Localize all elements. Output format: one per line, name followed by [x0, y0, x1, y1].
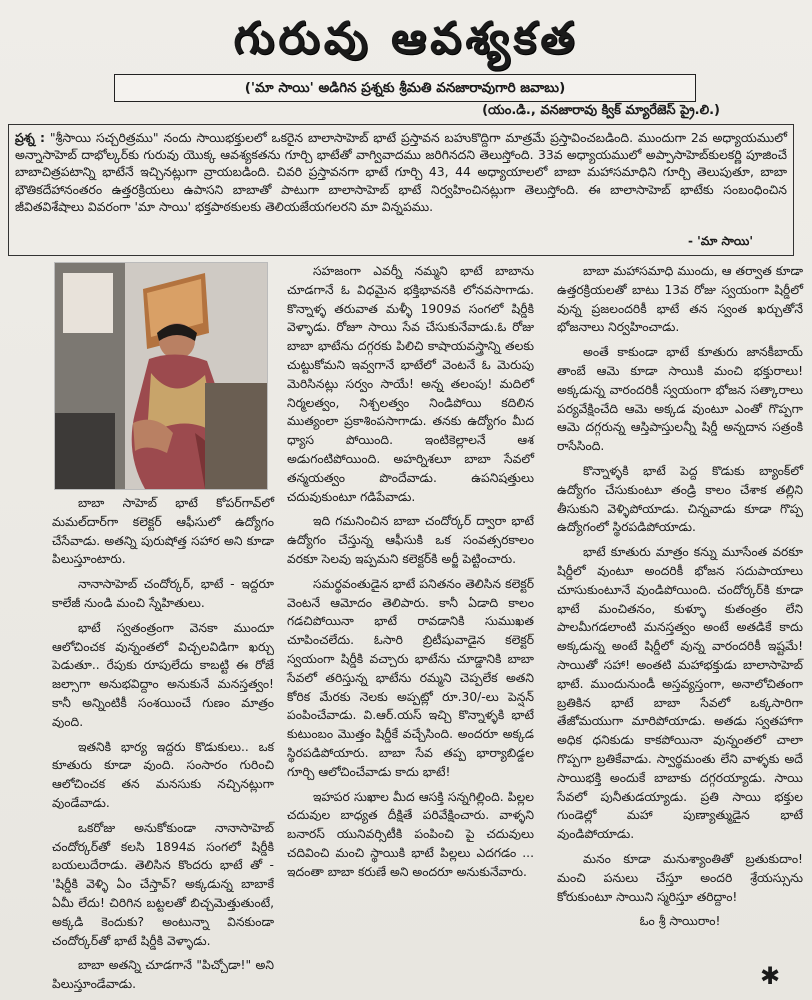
question-text: ప్రశ్న : "శ్రీసాయి సచ్చరిత్రము" నందు సాయిభక్తులలో ఒకరైన బాలాసాహెబ్ భాటే ప్రస్తావన బహుకొద్దిగా మాత్రమే ప్రస్తావించబడింది. ముందుగా 2వ అధ్యాయములో అన్నాసాహెబ్ దాభోల్కర్‌కు గురువు యొక్క ఆవశ్యకతను గూర్చి భాటేతో వాగ్వివాదము జరిగినదని తెలుస్తోంది. 33వ అధ్యాయములో అప్పాసాహెబ్‌కులకర్ణి పూజించే బాబాచిత్రపటాన్ని భాటేనే ఇచ్చినట్లుగా వ్రాయబడింది. చివరి ప్రస్తావనగా భాటే గూర్చి 43, 44 అధ్యాయాలలో బాబా మహాసమాధిని గూర్చి తెలుపుతూ, బాబా భౌతికదేహానంతరం ఉత్తరక్రియలు ఉపాసని బాబాతో పాటుగా బాలాసాహెబ్ భాటే నిర్వహించినట్లుగా తెలుస్తోంది. ఈ బాలాసాహెబ్ భాటేకు సంబంధించిన జీవితవిశేషాలు వివరంగా 'మా సాయి' భక్తపాఠకులకు తెలియజేయగలరని మా విన్నపము. [15, 130, 787, 214]
paragraph: కొన్నాళ్ళకి భాటే పెద్ద కొడుకు బ్యాంక్‌లో ఉద్యోగం చేసుకుంటూ తండ్రి కాలం చేశాక తల్లిని తీసుకుని వెళ్ళిపోయాడు. చిన్నవాడు కూడా గొప్ప ఉద్యోగంలో స్థిరపడిపోయాడు. [557, 463, 803, 535]
question-box [8, 124, 794, 256]
paragraph: ఇది గమనించిన బాబా చందోర్కర్ ద్వారా భాటే ఉద్యోగం చేస్తున్న ఆఫీసుకి ఒక సంవత్సరకాలం వరకూ సెలవు ఇప్పమని కలెక్టర్‌కి అర్జీ పెట్టించారు. [287, 514, 534, 566]
question-label: ప్రశ్న : [15, 130, 45, 145]
paragraph: నానాసాహెబ్ చందోర్కర్, భాటే - ఇద్దరూ కాలేజీ నుండి మంచి స్నేహితులు. [52, 577, 274, 610]
portrait-illustration [55, 263, 267, 489]
paragraph: భాటే కూతురు మాత్రం కన్ను మూసేంత వరకూ షిర్డీలో వుంటూ అందరికీ భోజన సదుపాయాలు చూసుకుంటూనే వుండిపోయింది. చందోర్కర్‌కి కూడా భాటే మంచితనం, కుళ్ళూ కుతంత్రం లేని పాలమీగడలాంటి మనస్తత్వం అంటే అతడికే కాదు అక్కడున్న అంటే షిర్డీలో వున్న వారందరికీ ఇష్టమే! సాయితో సహా! అంతటి మహాభక్తుడు బాలాసాహెబ్ భాటే. ముందునుండీ అస్తవ్యస్తంగా, అనాలోచితంగా బ్రతికిన భాటే బాబా సేవలో ఒక్కసారిగా తేజోమయుగా మారిపోయాడు. అతడు స్వతహాగా అధిక ధనికుడు కాకపోయినా వున్నంతలో చాలా గొప్పగా బ్రతికేవాడు. స్వార్థమంతు లేని వాళ్ళకు అదే సాయిభక్తి అందుకే బాబాకు దగ్గరయ్యాడు. సాయి సేవలో పునీతుడయ్యాడు. ప్రతి సాయి భక్తుల గుండెల్లో మహా పుణ్యాత్ముడైన భాటే వుండిపోయాడు. [557, 545, 803, 842]
paragraph: ఒకరోజు అనుకోకుండా నానాసాహెబ్ చందోర్కర్‌తో కలసి 1894వ సంగలో షిర్డీకి బయలుదేరాడు. తెలిసిన కొందరు భాటే తో -'షిర్డీకి వెళ్ళి ఏం చేస్తావ్? అక్కడున్న బాబాకే ఏమీ లేదు! చిరిగిన బట్టలతో బిచ్చమెత్తుతుంటే, అక్కడి కెందుకు? అంటున్నా వినకుండా చందోర్కర్‌తో భాటే షిర్డీకి వెళ్ళాడు. [52, 820, 274, 948]
paragraph: భాటే స్వతంత్రంగా వెనకా ముందూ ఆలోచించక వున్నంతలో విచ్చలవిడిగా ఖర్చు పెడుతూ.. రేపుకు రూపులేదు కాబట్టి ఈ రోజే జల్సాగా అనుభవిద్దాం అనుకునే మనస్తత్వం! కానీ అన్నింటికీ సంశయించే గుణం మాత్రం వుంది. [52, 620, 274, 729]
portrait-photo [54, 262, 268, 490]
paragraph: మనం కూడా మనుశ్యాంతితో బ్రతుకుదాం! మంచి పనులు చేస్తూ అందరి శ్రేయస్సును కోరుకుంటూ సాయిని స్మరిస్తూ తరిద్దాం! [557, 851, 803, 904]
paragraph: అంతే కాకుండా భాటే కూతురు జానకీబాయ్ తాంబే ఆమె కూడా సాయికి మంచి భక్తురాలు! అక్కడున్న వారందరికీ స్వయంగా భోజన సత్కారాలు పర్యవేక్షించేది ఆమె అక్కడ వుంటూ ఎంతో గొప్పగా ఆమె దగ్గరున్న ఆస్తిపాస్తులన్నీ షిర్డీ అన్నదాన సత్రంకి రాసేసింది. [557, 345, 803, 454]
paragraph: సమర్థవంతుడైన భాటే పనితనం తెలిసిన కలెక్టర్ వెంటనే ఆమోదం తెలిపారు. కానీ ఏడాది కాలం గడచిపోయినా భాటే రావడానికి సుముఖత చూపించలేదు. ఓసారి బ్రిటీషువాడైన కలెక్టర్ స్వయంగా షిర్డీకి వచ్చారు భాటేను చూడ్డానికి బాబా సేవలో తరిస్తున్న భాటేను రమ్మని చెప్పలేక అతని కోరిక మేరకు నెలకు అప్పట్లో రూ.30/-లు పెన్షన్ పంపించేవాడు. వి.ఆర్.యస్ ఇచ్చి కొన్నాళ్ళకి భాటే కుటుంబం మొత్తం షిర్డీకే వచ్చేసింది. అందరూ అక్కడ స్థిరపడిపోయారు. బాబా సేవ తప్ప భార్యాబిడ్డల గూర్చి ఆలోచించేవాడు కాదు భాటే! [287, 576, 534, 779]
paragraph: బాబా మహాసమాధి ముందు, ఆ తర్వాత కూడా ఉత్తరక్రియలతో బాటు 13వ రోజు స్వయంగా షిర్డీలో వున్న ప్రజలందరికీ భాటే తన స్వంత ఖర్చుతోనే భోజనాలు నిర్వహించాడు. [557, 264, 803, 335]
end-star-icon: ✱ [760, 962, 781, 990]
paragraph: ఇతనికి భార్య ఇద్దరు కొడుకులు.. ఒక కూతురు కూడా వుంది. సంసారం గురించి ఆలోచించక తన మనసుకు నచ్చినట్లుగా వుండేవాడు. [52, 739, 274, 810]
closing-line: ఓం శ్రీ సాయిరాం! [639, 914, 721, 929]
paragraph: బాబా సాహెబ్ భాటే కోపర్‌గావ్‌లో మమల్‌దార్‌గా కలెక్టర్ ఆఫీసులో ఉద్యోగం చేసేవాడు. అతన్ని పురుషోత్త సహార అని కూడా పిలుస్తూంటారు. [52, 496, 274, 567]
paragraph: సహజంగా ఎవర్నీ నమ్మని భాటే బాబాను చూడగానే ఓ విధమైన భక్తిభావనకి లోనవసాగాడు. కొన్నాళ్ళ తరువాత మళ్ళీ 1909వ సంగలో షిర్డీకి వెళ్ళాడు. రోజూ సాయి సేవ చేసుకునేవాడు.ఓ రోజు బాబా భాటేను దగ్గరకు పిలిచి కాషాయవస్త్రాన్ని తలకు చుట్టుకోమని ఇవ్వగానే భాటేలో వెంటనే ఓ మెరుపు మెరిసినట్లు సర్వం సాయే! అన్న తలంపు! మదిలో నిర్మలత్వం, నిశ్చలత్వం నిండిపోయి కదిలిన ముత్యంలా ప్రకాశింపసాగాడు. తనకు ఉద్యోగం మీద ధ్యాస పోయింది. ఇంటికెల్లాలనే ఆశ అడుగంటిపోయింది. అహర్నిశలూ బాబా సేవలో తన్మయత్వం పొందేవాడు. ఉపనిషత్తులు చదువుకుంటూ గడిపేవాడు. [287, 264, 534, 504]
paragraph: బాబా అతన్ని చూడగానే "పిచ్చోడా!" అని పిలుస్తూండేవాడు. [52, 958, 274, 992]
article-column-3 [557, 262, 803, 937]
author-byline: (యం.డి., వనజారావు క్విక్ మ్యారేజెస్ ప్రై.లి.) [482, 103, 720, 118]
article-title: గురువు ఆవశ్యకత [233, 13, 579, 64]
article-column-1 [52, 494, 274, 1000]
article-subtitle: ('మా సాయి' అడిగిన ప్రశ్నకు శ్రీమతి వనజారావుగారి జవాబు) [114, 74, 696, 102]
question-signature: - 'మా సాయి' [687, 234, 753, 248]
paragraph: ఇహపర సుఖాల మీద ఆసక్తి సన్నగిల్లింది. పిల్లల చదువుల బాధ్యత దీక్షితే పరివేక్షించారు. వాళ్ళని బనారస్ యునివర్సిటీకి పంపించి పై చదువులు చదివించి మంచి స్థాయికి భాటే పిల్లలు ఎదగడం ... ఇదంతా బాబా కరుణే అని అందరూ అనుకునేవారు. [287, 789, 534, 879]
article-column-2 [287, 262, 534, 888]
